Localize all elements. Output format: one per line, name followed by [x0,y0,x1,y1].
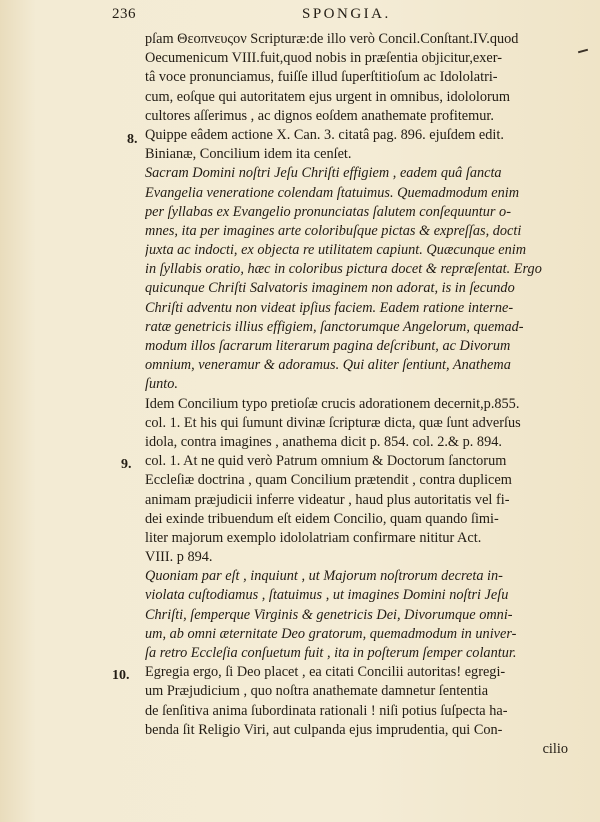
text-line: cultores aſſerimus , ac dignos eoſdem anathemate profitemur. [145,107,494,124]
text-line: Binianæ, Concilium idem ita cenſet. [145,146,352,163]
text-line: cum, eoſque qui autoritatem ejus urgent in omnibus, idololorum [145,88,511,105]
text-line: liter majorum exemplo idololatriam confirmare nititur Act. [145,529,482,546]
quotation-line: Evangelia veneratione colendam ſtatuimus. Quemadmodum enim [145,184,520,201]
catchword: cilio [542,740,568,757]
text-line: um Præjudicium , quo noſtra anathemate damnetur ſententia [145,683,489,700]
text-line: idola, contra imagines , anathema dicit p. 854. col. 2.& p. 894. [145,433,502,450]
body-text [145,30,570,759]
text-line: pſam Θεοπνευςον Scripturæ:de illo verò Concil.Conſtant.IV.quod [145,31,519,47]
text-line: animam præjudicii inferre videatur , haud plus autoritatis vel fi- [145,491,510,508]
page-header [112,4,560,26]
text-line: Oecumenicum VIII.fuit,quod nobis in præſentia objicitur,exer- [145,50,503,67]
text-line: Quippe eâdem actione X. Can. 3. citatâ pag. 896. ejuſdem edit. [145,126,504,143]
margin-pen-mark [578,49,588,54]
quotation-line: Chriſti, ſemperque Virginis & genetricis Dei, Divorumque omni- [145,606,513,623]
quotation-line: modum illos ſacrarum literarum pagina deſcribunt, ac Divorum [145,338,511,354]
quotation-line: Sacram Domini noſtri Jeſu Chriſti effigiem , eadem quâ ſancta [145,165,502,182]
text-line: dei exinde tribuendum eſt eidem Concilio, quam quando ſimi- [145,510,499,527]
quotation-line: ratæ genetricis illius effigiem, ſanctorumque Angelorum, quemad- [145,318,524,335]
quotation-line: in ſyllabis oratio, hæc in coloribus pictura docet & repræſentat. Ergo [145,261,542,278]
quotation-line: mnes, ita per imagines arte coloribuſque pictas & expreſſas, docti [145,222,522,239]
quotation-line: quicunque Chriſti Salvatoris imaginem non adorat, is in ſecundo [145,280,515,297]
quotation-line: juxta ac indocti, ex objecta re utilitatem capiunt. Quæcunque enim [145,242,527,259]
text-line: Eccleſiæ doctrina , quam Concilium prætendit , contra duplicem [145,472,512,489]
text-line: tâ voce pronunciamus, fuiſſe illud ſuperſtitioſum ac Idololatri- [145,69,498,86]
page-number: 236 [112,6,136,22]
text-line: benda ſit Religio Viri, aut culpanda ejus imprudentia, qui Con- [145,721,503,738]
text-line: Idem Concilium typo pretioſæ crucis adorationem decernit,p.855. [145,395,520,412]
quotation-line: omnium, veneramur & adoramus. Qui aliter ſentiunt, Anathema [145,357,511,374]
text-line: Egregia ergo, ſi Deo placet , ea citati Concilii autoritas! egregi- [145,664,506,681]
quotation-line: per ſyllabas ex Evangelio pronunciatas ſalutem conſequuntur o- [145,203,511,220]
text-line: VIII. p 894. [145,549,213,566]
quotation-line: violata cuſtodiamus , ſtatuimus , ut imagines Domini noſtri Jeſu [145,587,509,604]
section-marker-9: 9. [121,457,132,472]
section-marker-10: 10. [112,668,130,683]
running-head: SPONGIA. [302,6,391,22]
quotation-line: um, ab omni æternitate Deo gratorum, quemadmodum in univer- [145,625,517,642]
section-marker-8: 8. [127,132,138,147]
text-line: de ſenſitiva anima ſubordinata rationali ! niſi potius ſuſpecta ha- [145,702,508,719]
quotation-line: Chriſti adventu non videat ipſius faciem. Eadem ratione interne- [145,299,514,316]
text-line: col. 1. At ne quid verò Patrum omnium & Doctorum ſanctorum [145,453,507,470]
quotation-line: ſunto. [145,376,178,393]
quotation-line: Quoniam par eſt , inquiunt , ut Majorum noſtrorum decreta in- [145,568,503,585]
quotation-line: ſa retro Eccleſia conſuetum fuit , ita in poſterum ſemper colantur. [145,645,517,661]
text-line: col. 1. Et his qui ſumunt divinæ ſcripturæ dicta, quæ ſunt adverſus [145,414,521,431]
